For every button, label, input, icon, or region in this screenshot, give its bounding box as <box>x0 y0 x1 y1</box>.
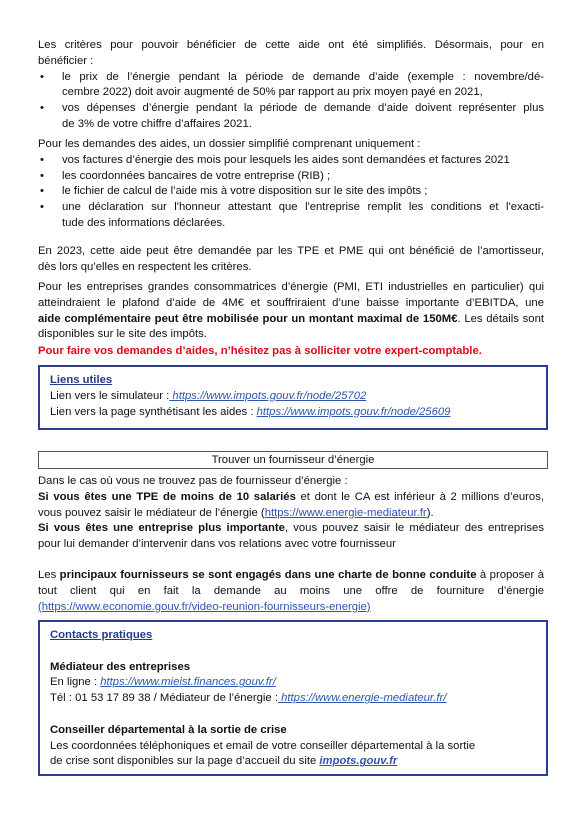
supplier-paragraph <box>38 474 544 553</box>
tpe-highlight: Si vous êtes une TPE de moins de 10 salariés <box>38 490 296 503</box>
paragraph-line <box>38 312 544 328</box>
aid-summary-link[interactable]: https://www.impots.gouv.fr/node/25609 <box>256 405 451 418</box>
paragraph-line: Pour les entreprises grandes consommatrices d’énergie (PMI, ETI industrielles en particulier) qui <box>38 281 544 293</box>
contacts-title: Contacts pratiques <box>50 629 153 641</box>
paragraph-line <box>38 521 544 537</box>
paragraph-line <box>38 568 544 584</box>
list-bullet: • <box>40 102 44 115</box>
advisor-text-line <box>50 754 536 770</box>
criteria-bullet-item <box>38 70 544 102</box>
list-bullet: • <box>40 201 44 214</box>
list-bullet: • <box>40 153 44 166</box>
bullet-text-line: vos dépenses d’énergie pendant la période de demande d’aide doivent représenter plus <box>62 102 544 115</box>
paragraph-text: ). <box>426 506 434 519</box>
mediator-website-link[interactable]: https://www.mieist.finances.gouv.fr/ <box>100 676 276 689</box>
paragraph-text: à proposer à <box>476 569 544 581</box>
paragraph-line <box>38 600 544 616</box>
criteria-intro-line: Les critères pour pouvoir bénéficier de cette aide ont été simplifiés. Désormais, pour en <box>38 39 544 51</box>
link-row <box>50 389 536 405</box>
paragraph-line: tout client qui en fait la demande au moins une offre de fourniture d’énergie <box>38 584 544 597</box>
dossier-bullet-item <box>38 169 544 185</box>
contacts-box <box>38 620 548 776</box>
bullet-text-line: le prix de l’énergie pendant la période de demande d’aide (exemple : novembre/dé- <box>62 70 544 83</box>
complementary-aid-highlight: aide complémentaire peut être mobilisée pour un montant maximal de 150M€ <box>38 312 458 325</box>
paragraph-line: En 2023, cette aide peut être demandée par les TPE et PME qui ont bénéficié de l’amortisseur, <box>38 245 544 257</box>
link-row <box>50 405 536 421</box>
bullet-text-line: le fichier de calcul de l’aide mis à votre disposition sur le site des impôts ; <box>62 185 428 198</box>
supplier-section-heading <box>38 451 548 469</box>
mediator-online-row <box>50 675 536 691</box>
bullet-text-line: les coordonnées bancaires de votre entreprise (RIB) ; <box>62 169 331 182</box>
criteria-bullet-item <box>38 101 544 133</box>
bullet-text-line: de 3% de votre chiffre d’affaires 2021. <box>62 117 252 130</box>
charter-paragraph <box>38 568 544 615</box>
charter-highlight: principaux fournisseurs se sont engagés dans une charte de bonne conduite <box>59 569 477 581</box>
bullet-text-line: vos factures d’énergie des mois pour lesquels les aides sont demandées et factures 2021 <box>62 153 510 166</box>
mediator-name: Médiateur des entreprises <box>50 660 191 673</box>
economie-video-link[interactable]: (https://www.economie.gouv.fr/video-reunion-fournisseurs-energie) <box>38 600 371 613</box>
useful-links-title: Liens utiles <box>50 374 113 386</box>
energy-mediator-link[interactable]: https://www.energie-mediateur.fr <box>264 506 427 519</box>
energy-mediator-website-link[interactable]: https://www.energie-mediateur.fr/ <box>277 692 447 705</box>
dossier-intro: Pour les demandes des aides, un dossier simplifié comprenant uniquement : <box>38 138 421 150</box>
paragraph-text: vous pouvez saisir le médiateur de l’énergie ( <box>38 506 265 519</box>
list-bullet: • <box>40 185 44 198</box>
advisor-name: Conseiller départemental à la sortie de crise <box>50 723 287 736</box>
dossier-section <box>38 137 544 232</box>
list-bullet: • <box>40 169 44 182</box>
paragraph-line <box>38 490 544 506</box>
impots-site-link[interactable]: impots.gouv.fr <box>319 755 398 768</box>
section-heading-text: Trouver un fournisseur d’énergie <box>211 454 375 466</box>
paragraph-text: , vous pouvez saisir le médiateur des entreprises <box>284 522 544 535</box>
link-label: Lien vers la page synthétisant les aides : <box>50 405 254 418</box>
advisor-text-line: Les coordonnées téléphoniques et email de votre conseiller départemental à la sortie <box>50 739 476 752</box>
paragraph-text: Les <box>38 569 60 581</box>
simulator-link[interactable]: https://www.impots.gouv.fr/node/25702 <box>169 389 367 402</box>
phone-text: Tél : 01 53 17 89 38 / Médiateur de l’énergie : <box>50 692 278 705</box>
accountant-alert <box>38 344 544 360</box>
useful-links-box <box>38 365 548 430</box>
paragraph-text: . Les détails sont <box>457 312 544 325</box>
criteria-section <box>38 38 544 133</box>
paragraph-text: et dont le CA est inférieur à 2 millions d’euros, <box>295 490 544 503</box>
bullet-text-line: cembre 2022) doit avoir augmenté de 50% par rapport au prix moyen payé en 2021, <box>62 86 483 99</box>
paragraph-line: dès lors qu’elles en respectent les critères. <box>38 260 252 273</box>
bullet-text-line: une déclaration sur l'honneur attestant que l'entreprise remplit les conditions et l'exacti- <box>62 201 544 214</box>
bullet-text-line: tude des informations déclarées. <box>62 216 226 229</box>
dossier-bullet-item <box>38 184 544 200</box>
dossier-bullet-item <box>38 200 544 232</box>
link-label: Lien vers le simulateur : <box>50 389 170 402</box>
paragraph-line <box>38 506 544 522</box>
paragraph-line: atteindraient le plafond d’aide de 4M€ et souffriraient d’une baisse importante d’EBITDA, une <box>38 296 544 309</box>
list-bullet: • <box>40 70 44 83</box>
large-company-highlight: Si vous êtes une entreprise plus importante <box>38 522 285 535</box>
online-label: En ligne : <box>50 676 98 689</box>
mediator-phone-row <box>50 691 536 707</box>
dossier-bullet-item <box>38 153 544 169</box>
paragraph-line: pour lui demander d’intervenir dans vos relations avec votre fournisseur <box>38 538 396 551</box>
paragraph-line: Dans le cas où vous ne trouvez pas de fournisseur d’énergie : <box>38 475 348 487</box>
alert-text: Pour faire vos demandes d’aides, n’hésitez pas à solliciter votre expert-comptable. <box>38 345 482 357</box>
advisor-text: de crise sont disponibles sur la page d’accueil du site <box>50 755 317 768</box>
paragraph-line: disponibles sur le site des impôts. <box>38 328 207 341</box>
eligibility-2023-paragraph <box>38 244 544 276</box>
criteria-intro-line: bénéficier : <box>38 54 94 67</box>
large-companies-paragraph <box>38 280 544 343</box>
